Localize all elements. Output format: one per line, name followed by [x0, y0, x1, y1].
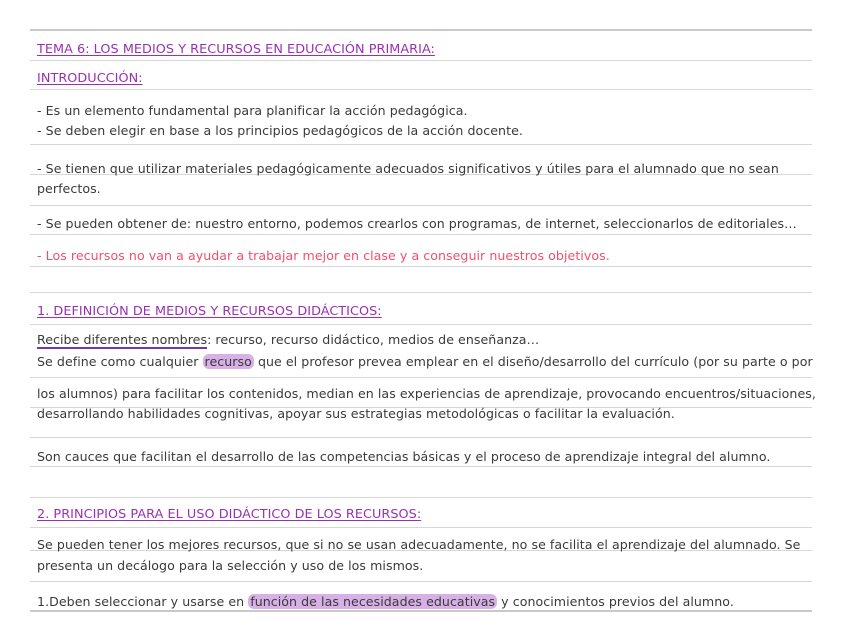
ruled-line	[30, 234, 812, 235]
ruled-line	[30, 497, 812, 498]
ruled-line	[30, 292, 812, 293]
ruled-line	[30, 466, 812, 467]
intro-item: - Se tienen que utilizar materiales pedagógicamente adecuados significativos y útiles para el alumnado que no sean	[37, 161, 779, 176]
highlighted-term: función de las necesidades educativas	[250, 594, 496, 609]
section2-line-text: 1.Deben seleccionar y usarse en	[37, 594, 249, 609]
ruled-line	[30, 610, 812, 612]
section1-line-text: que el profesor prevea emplear en el diseño/desarrollo del currículo (por su parte o por	[253, 354, 813, 369]
intro-item-red-note: - Los recursos no van a ayudar a trabajar mejor en clase y a conseguir nuestros objetivos.	[37, 248, 610, 263]
section1-heading: 1. DEFINICIÓN DE MEDIOS Y RECURSOS DIDÁCTICOS:	[37, 304, 382, 319]
section1-line: desarrollando habilidades cognitivas, apoyar sus estrategias metodológicas o facilitar la evaluación.	[37, 406, 675, 421]
ruled-line	[30, 527, 812, 528]
section2-line-text: y conocimientos previos del alumno.	[497, 594, 734, 609]
section2-heading: 2. PRINCIPIOS PARA EL USO DIDÁCTICO DE LOS RECURSOS:	[37, 507, 422, 522]
ruled-line	[30, 437, 812, 438]
section2-line: presenta un decálogo para la selección y uso de los mismos.	[37, 558, 424, 573]
ruled-line	[30, 581, 812, 582]
ruled-line	[30, 29, 812, 31]
section1-line	[37, 354, 813, 369]
intro-item: - Es un elemento fundamental para planificar la acción pedagógica.	[37, 103, 468, 118]
document-title: TEMA 6: LOS MEDIOS Y RECURSOS EN EDUCACIÓN PRIMARIA:	[37, 42, 435, 57]
ruled-line	[30, 266, 812, 267]
intro-heading: INTRODUCCIÓN:	[37, 71, 143, 86]
highlighted-term: recurso	[204, 354, 252, 369]
ruled-line	[30, 144, 812, 145]
ruled-line	[30, 377, 812, 378]
ruled-line	[30, 89, 812, 90]
ruled-line	[30, 205, 812, 206]
section1-line-text: : recurso, recurso didáctico, medios de enseñanza…	[207, 332, 540, 347]
section2-line	[37, 594, 734, 609]
intro-item-continued: perfectos.	[37, 181, 101, 196]
section2-line: Se pueden tener los mejores recursos, que si no se usan adecuadamente, no se facilita el aprendizaje del alumnado. Se	[37, 537, 801, 552]
underlined-term: Recibe diferentes nombres	[37, 332, 208, 347]
section1-line	[37, 332, 539, 347]
ruled-line	[30, 60, 812, 61]
section1-line-text: Se define como cualquier	[37, 354, 203, 369]
section1-line: Son cauces que facilitan el desarrollo de las competencias básicas y el proceso de aprendizaje integral del alumno.	[37, 449, 771, 464]
intro-item: - Se deben elegir en base a los principios pedagógicos de la acción docente.	[37, 123, 523, 138]
intro-item: - Se pueden obtener de: nuestro entorno, podemos crearlos con programas, de internet, seleccionarlos de editoriales…	[37, 216, 797, 231]
section1-line: los alumnos) para facilitar los contenidos, median en las experiencias de aprendizaje, provocando encuentros/situaciones,	[37, 386, 816, 401]
ruled-line	[30, 324, 812, 325]
